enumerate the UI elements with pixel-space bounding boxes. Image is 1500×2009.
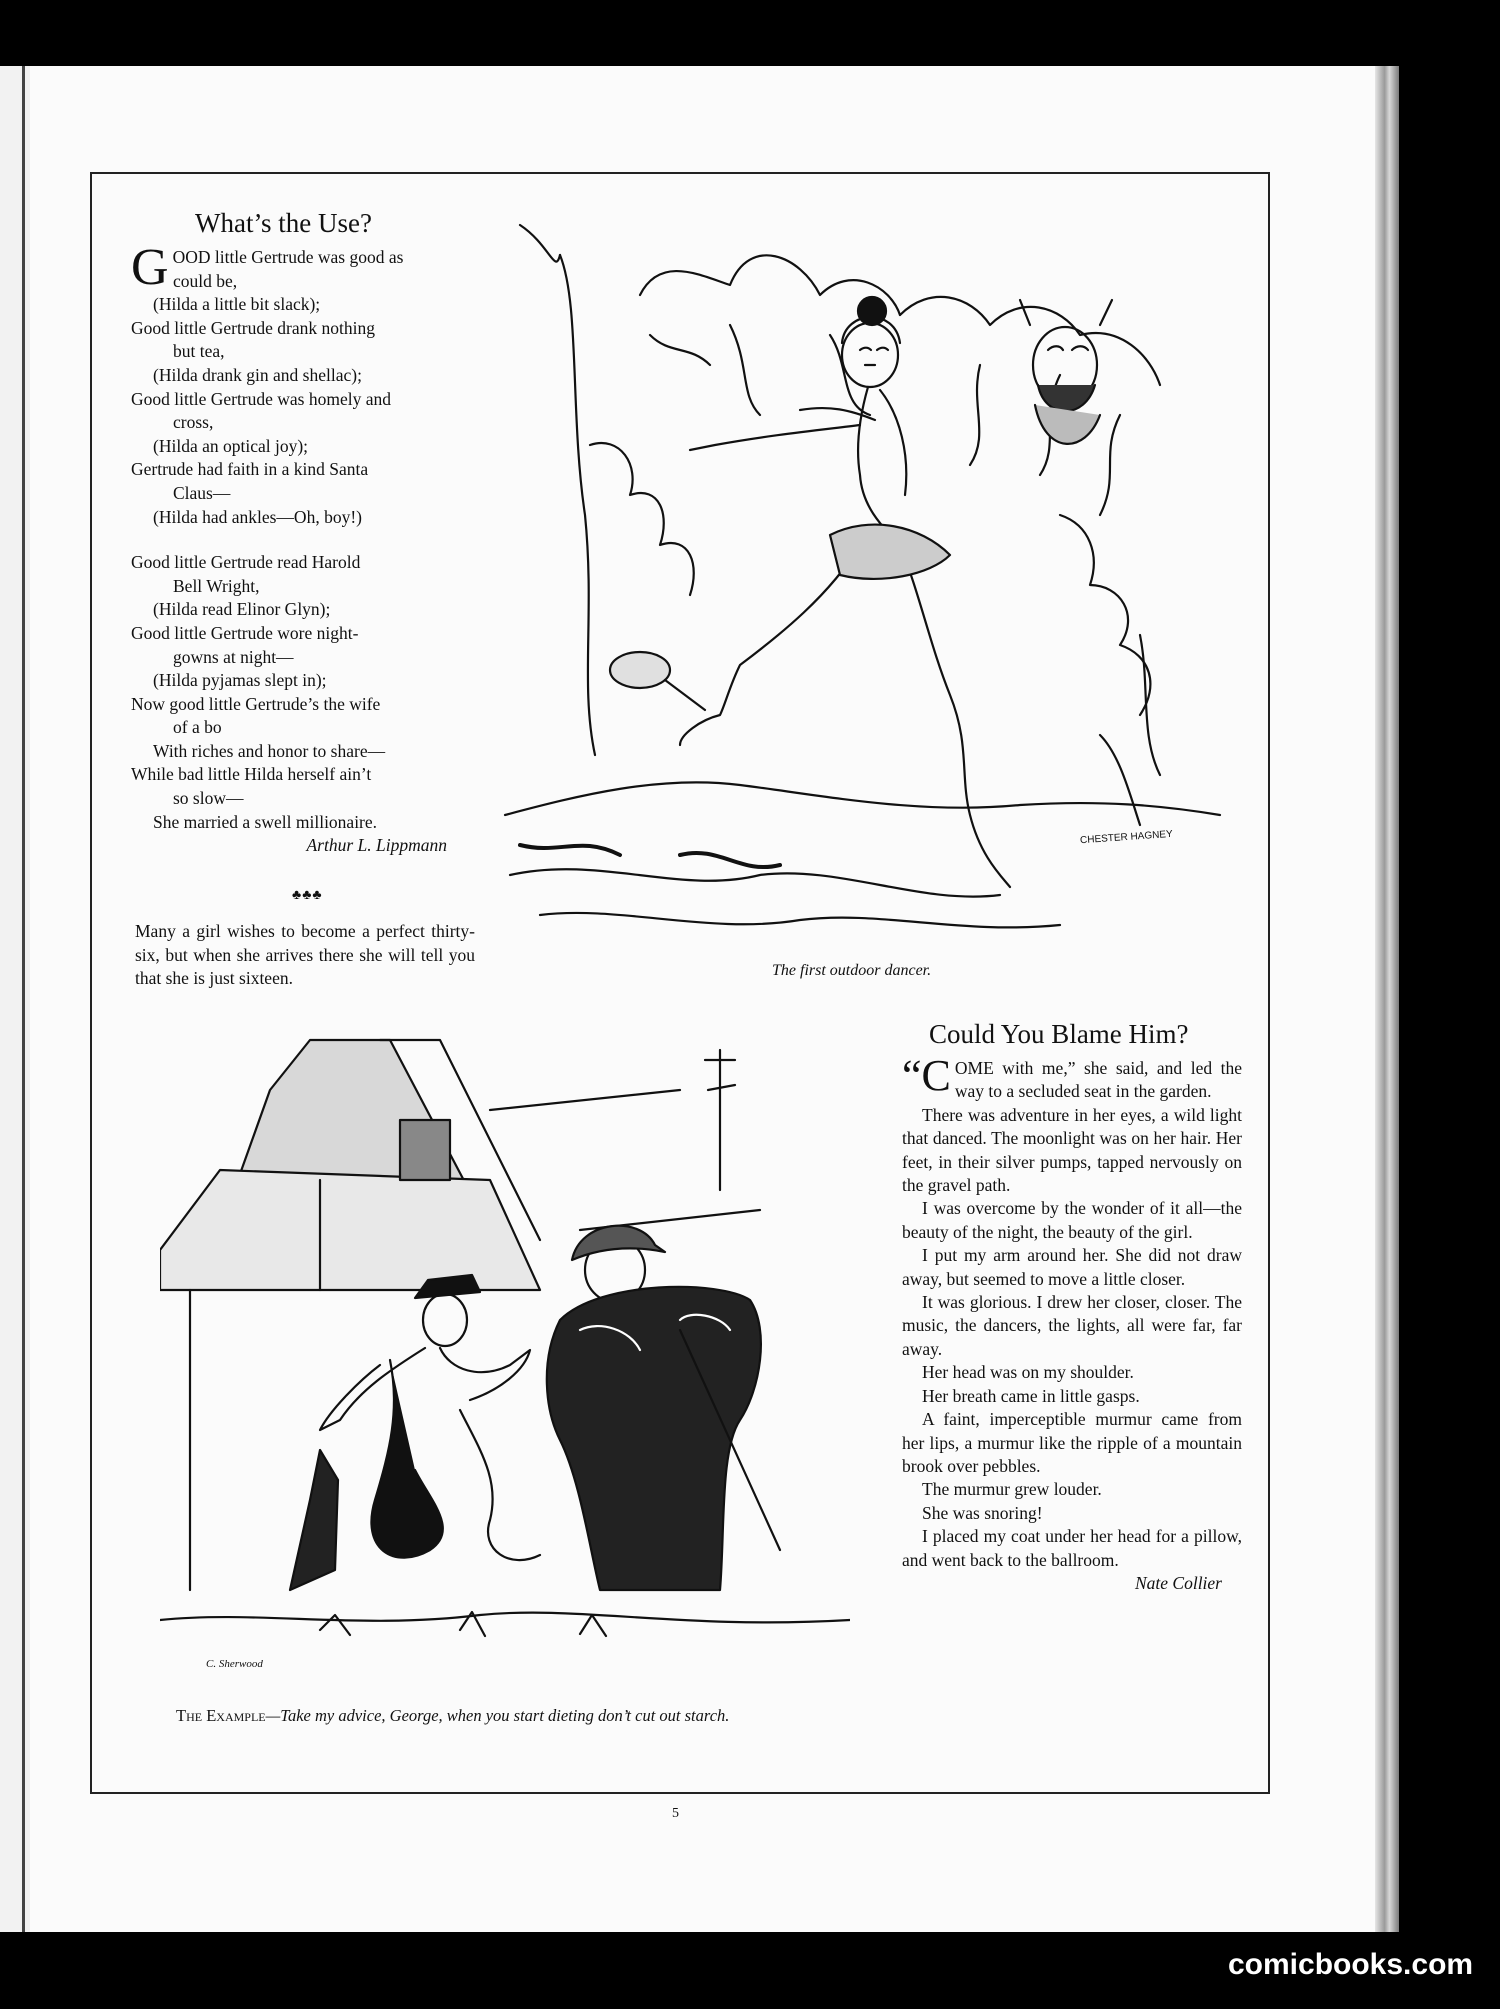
poem-line: so slow— — [173, 788, 244, 809]
poem-line: Good little Gertrude wore night- — [131, 622, 359, 643]
poem-author: Arthur L. Lippmann — [306, 835, 447, 856]
page-stack-edge — [1375, 66, 1399, 1932]
poem-line: gowns at night— — [173, 646, 294, 667]
story-paragraph: It was glorious. I drew her closer, closer. The music, the dancers, the lights, all were far, far away. — [902, 1292, 1242, 1359]
page-number: 5 — [672, 1806, 679, 1821]
poem-line: She married a swell millionaire. — [153, 811, 378, 832]
story-paragraph: “COME with me,” she said, and led the way to a secluded seat in the garden. — [902, 1051, 1242, 1102]
story-paragraph: The murmur grew louder. — [922, 1479, 1102, 1500]
poem-line: While bad little Hilda herself ain’t — [131, 764, 372, 785]
stanza-break — [131, 529, 477, 551]
poem-line: of a bo — [173, 717, 222, 738]
poem-dropcap: G — [131, 239, 169, 296]
story-paragraph: Her head was on my shoulder. — [922, 1362, 1134, 1383]
poem-line: With riches and honor to share— — [153, 740, 386, 761]
story-paragraph: She was snoring! — [922, 1502, 1043, 1523]
left-page-edge — [0, 66, 30, 1932]
story-paragraph: I placed my coat under her head for a pillow, and went back to the ballroom. Nate Collier — [902, 1525, 1242, 1572]
poem-line: (Hilda drank gin and shellac); — [153, 364, 362, 385]
poem-line: Bell Wright, — [173, 575, 260, 596]
poem-line: cross, — [173, 412, 214, 433]
caption-lead: The Example — [176, 1706, 266, 1725]
dancer-caption: The first outdoor dancer. — [772, 962, 932, 979]
poem-line: Good little Gertrude read Harold — [131, 552, 361, 573]
poem-line: Claus— — [173, 482, 231, 503]
poem-line: Gertrude had faith in a kind Santa — [131, 459, 369, 480]
story-paragraph: I was overcome by the wonder of it all—the beauty of the night, the beauty of the girl. — [902, 1198, 1242, 1242]
ornament-dingbat: ♣♣♣ — [292, 888, 323, 903]
poem-line: (Hilda a little bit slack); — [153, 294, 321, 315]
poem-line: (Hilda pyjamas slept in); — [153, 670, 327, 691]
story-dropcap: “C — [902, 1051, 951, 1100]
dancer-signature: CHESTER HAGNEY — [1079, 828, 1174, 847]
story-title: Could You Blame Him? — [929, 1019, 1189, 1049]
poem-line: Good little Gertrude was homely and — [131, 388, 392, 409]
example-signature: C. Sherwood — [206, 1658, 263, 1670]
filler-paragraph: Many a girl wishes to become a perfect thirty-six, but when she arrives there she will tell you that she is just sixteen. — [135, 921, 475, 989]
story-paragraph: I put my arm around her. She did not draw away, but seemed to move a little closer. — [902, 1245, 1242, 1289]
story-paragraph: A faint, imperceptible murmur came from her lips, a murmur like the ripple of a mountain brook over pebbles. — [902, 1409, 1242, 1476]
story-paragraph: There was adventure in her eyes, a wild light that danced. The moonlight was on her hair. Her feet, in their silver pumps, tapped nervously on the gravel path. — [902, 1104, 1242, 1196]
watermark-link[interactable]: comicbooks.com — [1228, 1948, 1474, 1981]
poem-line: (Hilda had ankles—Oh, boy!) — [153, 506, 362, 527]
example-cartoon — [160, 1030, 850, 1690]
story-body — [902, 1051, 1242, 1595]
gutter-rule — [22, 66, 25, 1932]
story-author: Nate Collier — [1134, 1572, 1222, 1593]
poem-line: OOD little Gertrude was good as — [172, 247, 404, 267]
story-paragraph: Her breath came in little gasps. — [922, 1385, 1140, 1406]
poem-body — [131, 239, 477, 858]
poem-line: (Hilda read Elinor Glyn); — [153, 599, 331, 620]
poem-line: Now good little Gertrude’s the wife — [131, 693, 381, 714]
example-caption — [176, 1704, 836, 1727]
dancer-cartoon — [500, 215, 1235, 955]
poem-line: could be, — [173, 270, 238, 291]
poem-line: (Hilda an optical joy); — [153, 435, 309, 456]
poem-line: Good little Gertrude drank nothing — [131, 317, 375, 338]
poem-title: What’s the Use? — [195, 208, 372, 238]
poem-line: but tea, — [173, 341, 225, 362]
caption-text: —Take my advice, George, when you start dieting don’t cut out starch. — [265, 1706, 730, 1725]
